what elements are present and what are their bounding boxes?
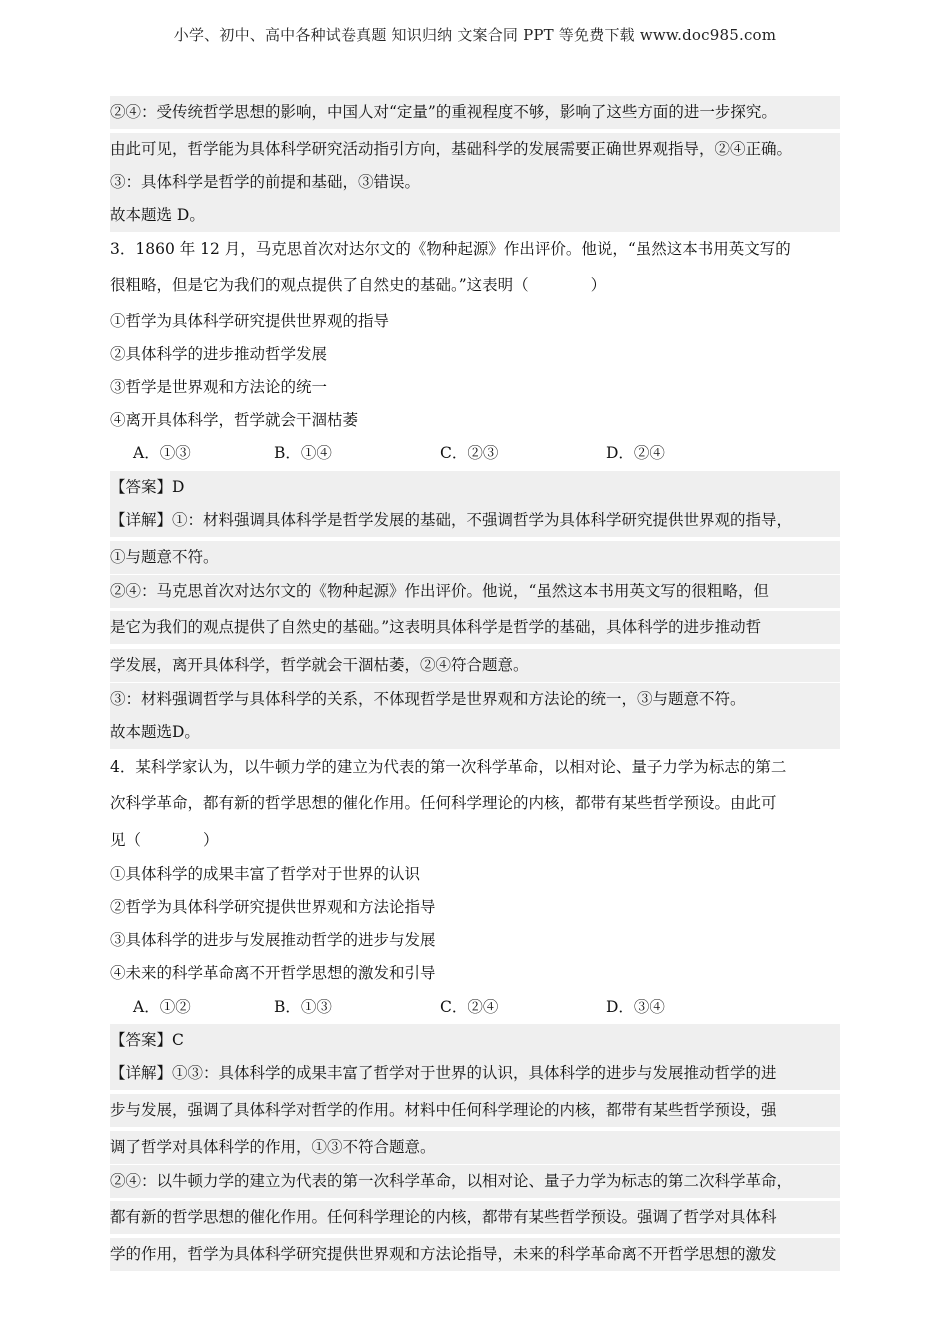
q3-item-1: ①哲学为具体科学研究提供世界观的指导 <box>110 312 390 330</box>
q3-item-4: ④离开具体科学，哲学就会干涸枯萎 <box>110 411 359 429</box>
q3-detail-line-5: 学发展，离开具体科学，哲学就会干涸枯萎，②④符合题意。 <box>110 649 840 682</box>
prev-explanation-line-3: ③：具体科学是哲学的前提和基础，③错误。 <box>110 166 840 199</box>
q3-answer: 【答案】D <box>110 471 840 504</box>
q4-stem-line-2: 次科学革命，都有新的哲学思想的催化作用。任何科学理论的内核，都带有某些哲学预设。由此可 <box>110 794 777 812</box>
q4-answer: 【答案】C <box>110 1024 840 1057</box>
q3-detail-line-2: ①与题意不符。 <box>110 541 840 574</box>
q3-detail-line-1: 【详解】①：材料强调具体科学是哲学发展的基础，不强调哲学为具体科学研究提供世界观的指导， <box>110 504 840 537</box>
q3-conclusion: 故本题选D。 <box>110 716 840 749</box>
q4-detail-line-3: 调了哲学对具体科学的作用，①③不符合题意。 <box>110 1131 840 1164</box>
q3-option-b: B．①④ <box>274 444 332 462</box>
prev-conclusion: 故本题选 D。 <box>110 199 840 232</box>
q3-item-2: ②具体科学的进步推动哲学发展 <box>110 345 328 363</box>
q3-stem-line-1: 3．1860 年 12 月，马克思首次对达尔文的《物种起源》作出评价。他说，“虽然这本书用英文写的 <box>110 240 791 258</box>
q4-option-d: D．③④ <box>606 998 665 1016</box>
q3-detail-line-4: 是它为我们的观点提供了自然史的基础。”这表明具体科学是哲学的基础，具体科学的进步推动哲 <box>110 611 840 644</box>
q4-detail-line-2: 步与发展，强调了具体科学对哲学的作用。材料中任何科学理论的内核，都带有某些哲学预设，强 <box>110 1094 840 1127</box>
q3-detail-line-6: ③：材料强调哲学与具体科学的关系，不体现哲学是世界观和方法论的统一，③与题意不符。 <box>110 683 840 716</box>
prev-explanation-line-2: 由此可见，哲学能为具体科学研究活动指引方向，基础科学的发展需要正确世界观指导，②④正确。 <box>110 133 840 166</box>
q4-item-3: ③具体科学的进步与发展推动哲学的进步与发展 <box>110 931 436 949</box>
q4-detail-line-4: ②④：以牛顿力学的建立为代表的第一次科学革命，以相对论、量子力学为标志的第二次科学革命， <box>110 1165 840 1198</box>
q3-option-c: C．②③ <box>440 444 499 462</box>
q4-stem-line-3: 见（ ） <box>110 831 219 849</box>
q4-detail-line-1: 【详解】①③：具体科学的成果丰富了哲学对于世界的认识，具体科学的进步与发展推动哲学的进 <box>110 1057 840 1090</box>
q4-detail-line-6: 学的作用，哲学为具体科学研究提供世界观和方法论指导，未来的科学革命离不开哲学思想的激发 <box>110 1238 840 1271</box>
prev-explanation-line-1: ②④：受传统哲学思想的影响，中国人对“定量”的重视程度不够，影响了这些方面的进一步探究。 <box>110 96 840 129</box>
q3-detail-line-3: ②④：马克思首次对达尔文的《物种起源》作出评价。他说，“虽然这本书用英文写的很粗略，但 <box>110 575 840 608</box>
q4-item-2: ②哲学为具体科学研究提供世界观和方法论指导 <box>110 898 436 916</box>
q4-option-a: A．①② <box>133 998 191 1016</box>
q4-option-c: C．②④ <box>440 998 499 1016</box>
q4-stem-line-1: 4．某科学家认为，以牛顿力学的建立为代表的第一次科学革命，以相对论、量子力学为标志的第二 <box>110 758 787 776</box>
q4-item-1: ①具体科学的成果丰富了哲学对于世界的认识 <box>110 865 421 883</box>
q4-item-4: ④未来的科学革命离不开哲学思想的激发和引导 <box>110 964 436 982</box>
q4-detail-line-5: 都有新的哲学思想的催化作用。任何科学理论的内核，都带有某些哲学预设。强调了哲学对具体科 <box>110 1201 840 1234</box>
q3-option-a: A．①③ <box>133 444 191 462</box>
q4-option-b: B．①③ <box>274 998 332 1016</box>
q3-option-d: D．②④ <box>606 444 665 462</box>
q3-item-3: ③哲学是世界观和方法论的统一 <box>110 378 328 396</box>
q3-stem-line-2: 很粗略，但是它为我们的观点提供了自然史的基础。”这表明（ ） <box>110 276 607 294</box>
site-header: 小学、初中、高中各种试卷真题 知识归纳 文案合同 PPT 等免费下载 www.doc985.com <box>173 26 777 44</box>
